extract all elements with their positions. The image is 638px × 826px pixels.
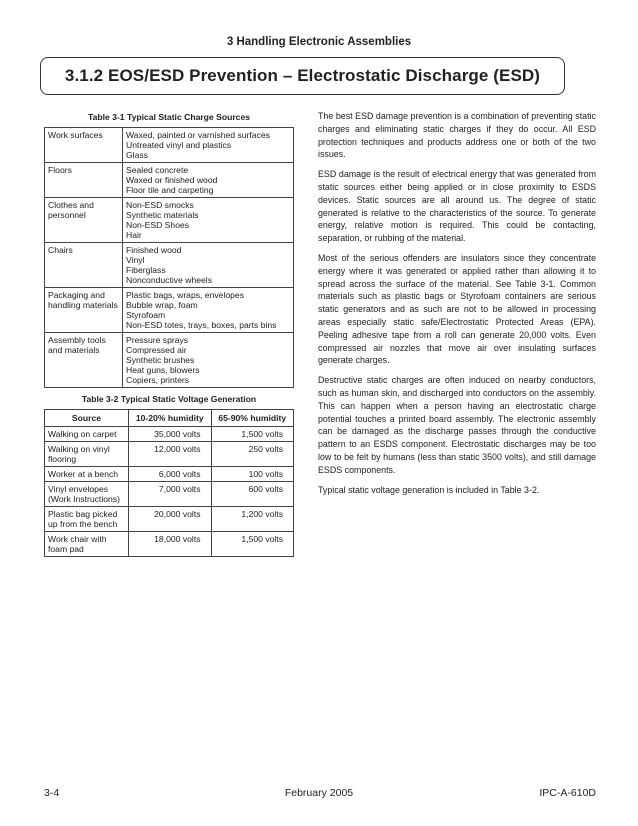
source-items (123, 333, 294, 388)
high-humidity-voltage: 1,200 volts (211, 507, 294, 532)
body-paragraph: ESD damage is the result of electrical energy that was generated from static sources either being applied or in close proximity to ESDS devices. Static sources are all around us. The degree of static generated is relative to the characteristics of the source. To generate energy, relative motion is required. This could be contacting, separation, or rubbing of the material. (318, 169, 596, 244)
source-cell: Walking on carpet (45, 427, 129, 442)
source-category: Work surfaces (45, 128, 123, 163)
table-row (45, 482, 294, 507)
table-3-2-block (44, 394, 294, 557)
page-number: 3-4 (44, 787, 60, 799)
source-items (123, 128, 294, 163)
section-title: 3.1.2 EOS/ESD Prevention – Electrostatic Discharge (ESD) (64, 66, 541, 85)
table-row (45, 532, 294, 557)
high-humidity-voltage: 250 volts (211, 442, 294, 467)
document-id: IPC-A-610D (539, 787, 596, 799)
source-category: Clothes and personnel (45, 198, 123, 243)
section-title-box (40, 57, 565, 95)
static-voltage-table (44, 409, 294, 557)
high-humidity-voltage: 600 volts (211, 482, 294, 507)
table-3-1-caption: Table 3-1 Typical Static Charge Sources (87, 112, 251, 122)
low-humidity-voltage: 12,000 volts (129, 442, 212, 467)
source-cell: Vinyl envelopes (Work Instructions) (45, 482, 129, 507)
body-paragraph: The best ESD damage prevention is a combination of preventing static charges and eliminating static charges if they do occur. All ESD protection techniques and products address one or both of the two issues. (318, 111, 596, 160)
static-charge-sources-table (44, 127, 294, 388)
table-header-row (45, 410, 294, 427)
source-item: Plastic bags, wraps, envelopes (126, 290, 244, 300)
source-item: Synthetic brushes (126, 355, 195, 365)
source-item: Nonconductive wheels (126, 275, 212, 285)
source-item: Styrofoam (126, 310, 166, 320)
source-item: Copiers, printers (126, 375, 190, 385)
source-item: Heat guns, blowers (126, 365, 200, 375)
source-item: Fiberglass (126, 265, 166, 275)
column-header-low-humidity: 10-20% humidity (129, 410, 212, 427)
table-row (45, 128, 294, 163)
source-item: Untreated vinyl and plastics (126, 140, 232, 150)
source-item: Bubble wrap, foam (126, 300, 198, 310)
low-humidity-voltage: 6,000 volts (129, 467, 212, 482)
source-item: Floor tile and carpeting (126, 185, 214, 195)
source-item: Glass (126, 150, 148, 160)
high-humidity-voltage: 1,500 volts (211, 427, 294, 442)
source-items (123, 288, 294, 333)
source-category: Chairs (45, 243, 123, 288)
table-3-1-block (44, 112, 294, 388)
high-humidity-voltage: 100 volts (211, 467, 294, 482)
source-category: Assembly tools and materials (45, 333, 123, 388)
source-cell: Plastic bag picked up from the bench (45, 507, 129, 532)
chapter-heading: 3 Handling Electronic Assemblies (226, 36, 412, 48)
source-item: Compressed air (126, 345, 187, 355)
source-cell: Worker at a bench (45, 467, 129, 482)
low-humidity-voltage: 35,000 volts (129, 427, 212, 442)
table-3-2-caption: Table 3-2 Typical Static Voltage Generation (81, 394, 257, 404)
column-header-source: Source (45, 410, 129, 427)
source-item: Synthetic materials (126, 210, 199, 220)
source-item: Hair (126, 230, 142, 240)
table-row (45, 333, 294, 388)
source-item: Sealed concrete (126, 165, 189, 175)
body-paragraph: Typical static voltage generation is included in Table 3-2. (318, 484, 540, 495)
body-paragraph: Destructive static charges are often induced on nearby conductors, such as human skin, and discharged into conductors on the assembly. This can happen when a person having an electrostatic charge potential touches a printed board assembly. The electronic assembly can be damaged as the discharge passes through the conductive pattern to an ESDS component. Electrostatic discharges may be too low to be felt by humans (less than static 3500 volts), and still damage ESDS components. (318, 375, 596, 475)
source-item: Waxed or finished wood (126, 175, 218, 185)
source-category: Packaging and handling materials (45, 288, 123, 333)
table-row (45, 163, 294, 198)
source-item: Non-ESD totes, trays, boxes, parts bins (126, 320, 277, 330)
source-item: Non-ESD Shoes (126, 220, 190, 230)
low-humidity-voltage: 18,000 volts (129, 532, 212, 557)
footer-date: February 2005 (284, 787, 354, 799)
table-row (45, 288, 294, 333)
source-item: Non-ESD smocks (126, 200, 194, 210)
body-paragraph: Most of the serious offenders are insulators since they concentrate energy where it was generated or applied rather than allowing it to spread across the surface of the material. See Table 3-1. Common materials such as plastic bags or Styrofoam containers are serious static generators and as such are not to be allowed in processing areas especially static safe/Electrostatic Protected Areas (EPA). Peeling adhesive tape from a roll can generate 20,000 volts. Even compressed air nozzles that move air over insulating surfaces generate charges. (318, 252, 596, 366)
table-row (45, 243, 294, 288)
source-cell: Work chair with foam pad (45, 532, 129, 557)
table-row (45, 198, 294, 243)
table-row (45, 507, 294, 532)
table-row (45, 442, 294, 467)
source-item: Vinyl (126, 255, 145, 265)
table-row (45, 467, 294, 482)
source-items (123, 198, 294, 243)
source-category: Floors (45, 163, 123, 198)
table-row (45, 427, 294, 442)
source-item: Finished wood (126, 245, 182, 255)
body-text-column (318, 110, 596, 503)
low-humidity-voltage: 20,000 volts (129, 507, 212, 532)
source-items (123, 243, 294, 288)
high-humidity-voltage: 1,500 volts (211, 532, 294, 557)
source-item: Pressure sprays (126, 335, 189, 345)
low-humidity-voltage: 7,000 volts (129, 482, 212, 507)
source-item: Waxed, painted or varnished surfaces (126, 130, 270, 140)
source-items (123, 163, 294, 198)
source-cell: Walking on vinyl flooring (45, 442, 129, 467)
column-header-high-humidity: 65-90% humidity (211, 410, 294, 427)
